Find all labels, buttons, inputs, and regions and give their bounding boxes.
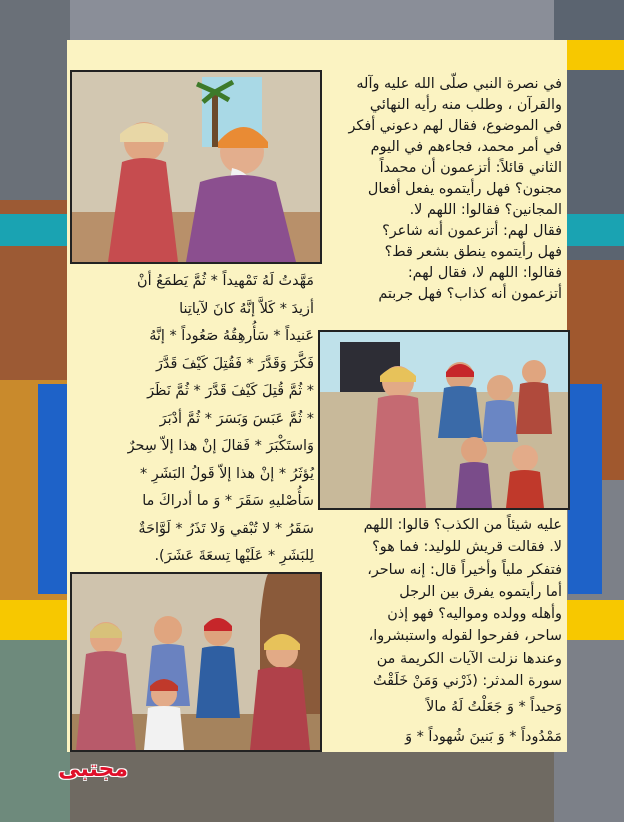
- illustration-graphic: [72, 574, 320, 750]
- illustration-graphic: [320, 332, 568, 508]
- text-line: أما رأيتموه يفرق بين الرجل: [399, 583, 562, 600]
- text-line: * ثُمَّ عَبَسَ وَبَسَرَ * ثُمَّ أدْبَرَ: [159, 410, 314, 427]
- text-line: فقال لهم: أتزعمون أنه شاعر؟: [382, 223, 562, 239]
- background-tile: [0, 0, 70, 200]
- text-line: عَنيداً * سَأُرهِقُهُ صَعُوداً * إنَّهُ: [149, 328, 314, 344]
- text-line: لا. فقالت قريش للوليد: فما هو؟: [372, 539, 562, 556]
- text-line: ساحر، ففرحوا لقوله واستبشروا،: [368, 628, 562, 645]
- text-line: عليه شيئاً من الكذب؟ قالوا: اللهم: [363, 517, 562, 533]
- text-line: فتفكر ملياً وأخيراً قال: إنه ساحر،: [367, 561, 562, 578]
- text-line: سورة المدثر: (ذَرْني وَمَنْ خَلَقْتُ: [373, 673, 562, 690]
- text-line: الثاني قائلاً: أتزعمون أن محمداً: [379, 160, 562, 176]
- blue-band-right: [568, 384, 602, 594]
- text-line: في نصرة النبي صلّى الله عليه وآله: [356, 76, 562, 92]
- background-tile: [70, 0, 554, 40]
- text-line: وعندها نزلت الآيات الكريمة من: [376, 650, 562, 667]
- text-line: وأهله وولده ومواليه؟ فهو إذن: [387, 606, 562, 623]
- text-line: فَكَّرَ وَقَدَّرَ * فَقُتِلَ كَيْفَ قَدَّرَ: [155, 355, 314, 372]
- story-text-column-top: [332, 74, 562, 305]
- two-men-talking-illustration: [70, 70, 322, 264]
- text-line: أتزعمون أنه كذاب؟ فهل جربتم: [378, 286, 562, 302]
- text-line: المجانين؟ فقالوا: اللهم لا.: [409, 202, 562, 218]
- quran-verses-column: [74, 268, 314, 571]
- text-line: والقرآن ، وطلب منه رأيه النهائي: [369, 97, 562, 113]
- text-line: فقالوا: اللهم لا، فقال لهم:: [407, 265, 562, 281]
- text-line: وَحيداً * وَ جَعَلْتُ لَهُ مالاً: [426, 699, 562, 716]
- text-line: في الموضوع، فقال لهم دعوني أفكر: [348, 118, 562, 134]
- text-line: يُؤثَرُ * إنْ هذا إلاّ قَولُ البَشَرِ *: [140, 465, 314, 482]
- text-line: مجنون؟ فهل رأيتموه يفعل أفعال: [367, 181, 562, 197]
- magazine-logo: مجتبى: [58, 757, 128, 782]
- text-line: لِلبَشَرِ * عَلَيْها تِسعَةَ عَشَرَ).: [154, 548, 314, 564]
- text-line: سَأُصْليهِ سَقَرَ * وَ ما أدراكَ ما: [142, 493, 314, 509]
- text-line: وَاستَكْبَرَ * فَقالَ إنْ هذا إلاّ سِحرٌ: [127, 438, 314, 454]
- illustration-graphic: [72, 72, 320, 262]
- crowd-listening-illustration: [70, 572, 322, 752]
- text-line: مَمْدُوداً * وَ بَنينَ شُهوداً * وَ: [405, 729, 562, 746]
- background-tile: [70, 752, 554, 822]
- crowd-gathering-illustration: [318, 330, 570, 510]
- text-line: سَقَرُ * لا تُبْقي وَلا تَذَرُ * لَوَّاحَةٌ: [138, 520, 314, 537]
- text-line: * ثُمَّ قُتِلَ كَيْفَ قَدَّرَ * ثُمَّ نَظَرَ: [147, 383, 314, 399]
- text-line: أزيدَ * كَلاَّ إنَّهُ كانَ لآياتِنا: [179, 300, 314, 317]
- text-line: مَهَّدتُ لَهُ تَمْهيداً * ثُمَّ يَطمَعُ أنْ: [137, 273, 314, 289]
- text-line: في أمر محمد، فجاءهم في اليوم: [370, 139, 562, 155]
- text-line: فهل رأيتموه ينطق بشعر قط؟: [384, 244, 562, 260]
- story-text-column-bottom: [332, 514, 562, 752]
